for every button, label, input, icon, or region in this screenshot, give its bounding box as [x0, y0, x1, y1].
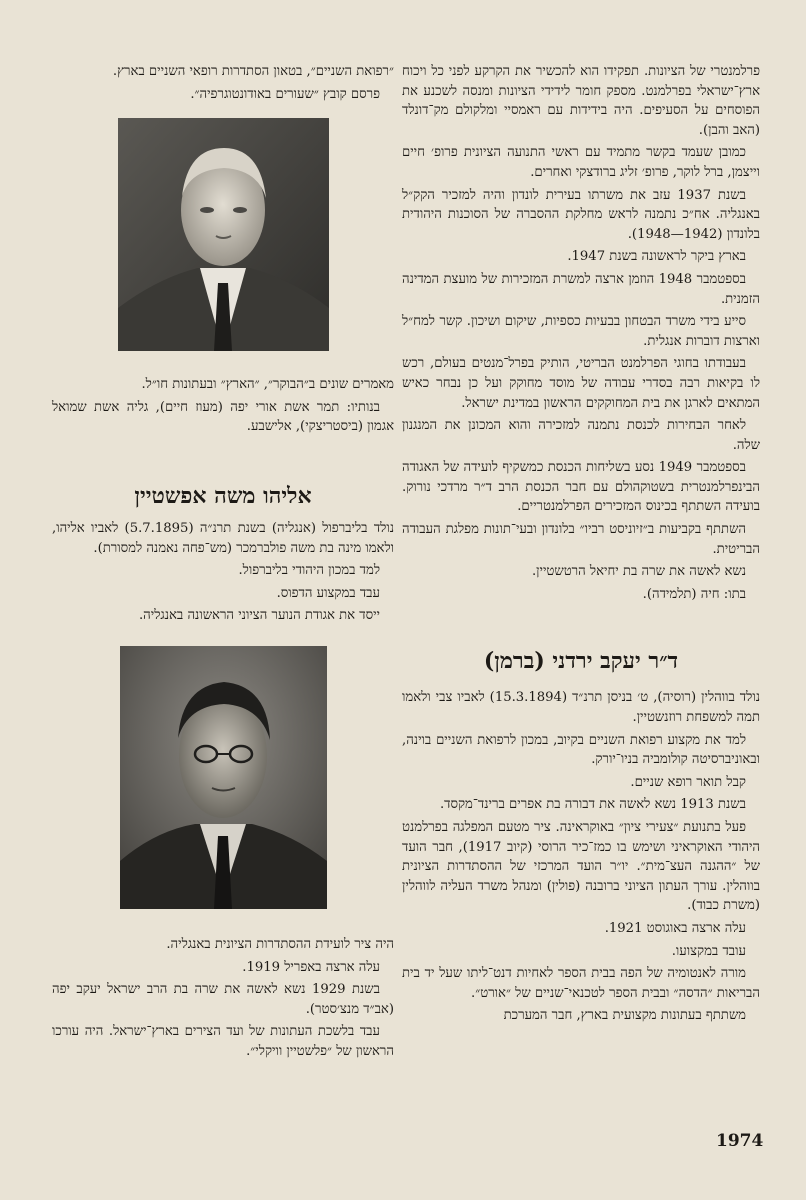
paragraph: ״רפואת השניים״, בטאון הסתדרות רופאי השניים בארץ.: [112, 64, 394, 79]
paragraph: עבד במקצוע הדפוס.: [276, 585, 380, 601]
paragraph: עבד בלשכת העתונות של ועד הצירים בארץ־ישראל. היה עורכו הראשון של ״פלשטיין וויקלי״.: [52, 1024, 394, 1059]
portrait-photo-yardeni: [118, 118, 329, 351]
paragraph: בשנת 1937 עזב את משרתו בעירית לונדון והיה למזכיר הקק״ל באנגליה. אח״כ נתמנה לראש מחלקת ההסברה של הסוכנות היהודית בלונדון (1942—1948).: [402, 187, 760, 242]
paragraph: בספטמבר 1949 נסע בשליחות הכנסת כמשקיף לועידה של האגודה הבינפרלמנטרית בשטוקהולם עם חבר הכנסת הרב ד״ר מרדכי נורוק. בועידה השתתף בכינוס המזכירים הפרלמנטריים.: [402, 460, 760, 515]
paragraph: עלה ארצה באוגוסט 1921.: [604, 920, 746, 936]
paragraph: בעבודתו בחוגי הפרלמנט הבריטי, הותיק בפרל־מנטים בעולם, רכש לו בקיאות רבה בסדרי עבודה של מוסד מחוקק ועל כן נבחר כאיש המתאים לארגן את בית המחוקקים הראשון במדינת ישראל.: [402, 356, 760, 411]
left-column: [52, 62, 394, 1065]
paragraph: עובד במקצועו.: [671, 943, 746, 959]
right-column: [402, 62, 760, 1029]
biography-heading-yardeni: ד״ר יעקב ירדני (ברמן): [483, 648, 679, 675]
paragraph: כמובן שעמד בקשר מתמיד עם ראשי התנועה הציונית פרופ׳ חיים וייצמן, ברל לוקר, פרופ׳ זליג ברודצקי ואחרים.: [402, 145, 760, 180]
paragraph: פרלמנטרי של הציונות. תפקידו הוא להכשיר את הקרקע לפני כל ויכוח ארץ־ישראלי בפרלמנט. מספק חומר לידידי הציונות ומנסה לשכנע את הפוסחים על הסעיפים. היה בידידות עם ראמסיי ומלקולם מק־דונלד (האב והבן).: [402, 64, 760, 138]
paragraph: בשנת 1929 נשא לאשה את שרה בת הרב ישראל יעקב יפה (אב״ד מנצ׳סטר).: [52, 982, 394, 1017]
paragraph: מורה לאנטומיה של הפה בבית הספר לאחיות דנט־ליתו שעל יד בית הבריאות ״הדסה״ ובבית הספר לטכנאי־שניים של ״אורט״.: [402, 966, 760, 1001]
paragraph: השתתף בקביעות ב״זיוניסט רביו״ בלונדון ובעי־תונות מפלגת העבודה הבריטית.: [402, 522, 760, 557]
paragraph: בארץ ביקר לראשונה בשנת 1947.: [567, 249, 746, 265]
paragraph: נשא לאשה את שרה בת יחיאל הרטשטיין.: [531, 564, 746, 580]
portrait-image: [120, 646, 327, 909]
paragraph: למד את מקצוע רפואת השניים בקיוב, במכון לרפואת השניים בוינה, ובאוניברסיטה קולומביה בניו־יורק.: [402, 732, 760, 768]
paragraph: פעל בתנועת ״צעירי ציון״ באוקראינה. ציר מטעם המפלגה בפרלמנט היהודי האוקראיני ושימש בו כמז־כיר הרוסי (קיוב 1917), חבר הועד של ״ההגנה העצ־מית״. יו״ר הועד המרכזי של ההסתדרות הציונית בווהלין. עורך העתון הציוני ברובנה (פולין) ומנהל משרד העליה לווהלין (משרת כבוד).: [402, 820, 760, 914]
paragraph: היה ציר לועידת ההסתדרות הציונית באנגליה.: [166, 936, 394, 952]
portrait-photo-epstein: [120, 646, 327, 909]
paragraph: משתתף בעתונות מקצועית בארץ, חבר המערכת: [503, 1008, 746, 1024]
paragraph: למד במכון היהודי בליברפול.: [238, 563, 380, 579]
page-number: 1974: [716, 1131, 764, 1151]
portrait-image: [118, 118, 329, 351]
paragraph: נולד בליברפול (אנגליה) בשנת תרנ״ה (5.7.1895) לאביו אליהו, ולאמו מינה בת משה פולברמכר (מש־פחה נאמנה למסורת).: [52, 520, 394, 556]
paragraph: סייע בידי משרד הבטחון בבעיות כספיות, שיקום ושיכון. קשר למח״ל וארצות דוברות אנגלית.: [402, 314, 760, 349]
paragraph: בתו: חיה (תלמידה).: [642, 586, 746, 602]
paragraph: קבל תואר רופא שניים.: [630, 774, 746, 790]
biography-heading-epstein: אליהו משה אפשטיין: [134, 482, 312, 509]
paragraph: פרסם קובץ ״שעורים באודונטוגרפיה״.: [190, 86, 380, 102]
paragraph: בשנת 1913 נשא לאשה את דבורה בת אפרים ברינד־מקסד.: [439, 797, 746, 813]
paragraph: לאחר הבחירות לכנסת נתמנה למזכירה והוא המכונן את המנגנון שלה.: [402, 418, 760, 453]
paragraph: בספטמבר 1948 הוזמן ארצה למשרת המזכירות של מועצת המדינה הזמנית.: [402, 271, 760, 307]
paragraph: נולד בווהלין (רוסיה), ט׳ בניסן תרנ״ד (15.3.1894) לאביו צבי ולאמו תמה למשפחת רוזנשטיין.: [402, 690, 760, 726]
paragraph: עלה ארצה באפריל 1919.: [242, 959, 380, 975]
paragraph: ייסד את אגודת הנוער הציוני הראשונה באנגליה.: [138, 608, 380, 624]
paragraph: בנותיו: תמר אשת אורי יפה (מעוז חיים), גליה אשת שמואל אגמון (ביסטריצקי), אלישבע.: [52, 399, 394, 435]
paragraph: מאמרים שונים ב״הבוקר״, ״הארץ״ ובעתונות חו״ל.: [141, 377, 394, 393]
